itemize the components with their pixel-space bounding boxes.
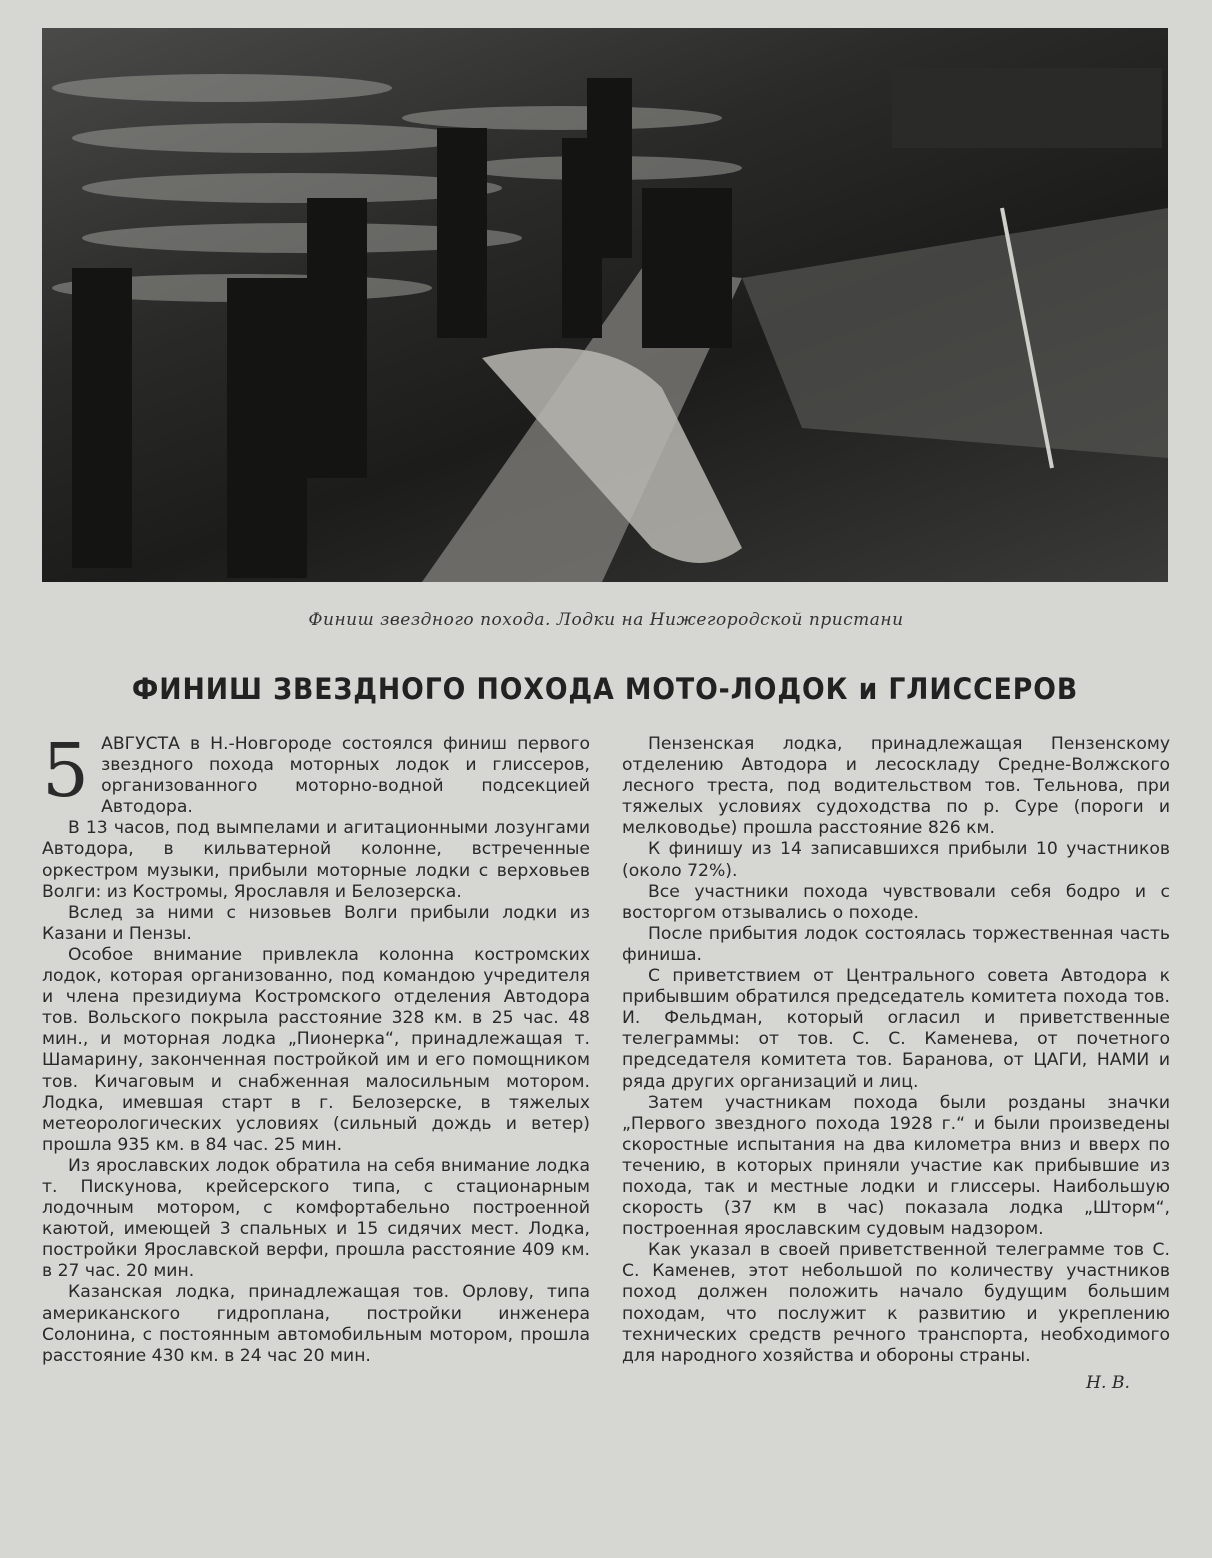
paragraph: Пензенская лодка, принадлежащая Пензенскому отделению Автодора и лесоскладу Средне-Волжского лесного треста, под водительством тов. Тельнова, при тяжелых условиях судоходства по р. Суре (пороги и мелководье) прошла расстояние 826 км. <box>622 734 1170 839</box>
paragraph: С приветствием от Центрального совета Автодора к прибывшим обратился председатель комитета похода тов. И. Фельдман, который огласил и приветственные телеграммы: от тов. С. С. Каменева, от почетного председателя комитета тов. Баранова, от ЦАГИ, НАМИ и ряда других организаций и лиц. <box>622 966 1170 1092</box>
boats-pier-photo <box>42 28 1168 582</box>
article-column-right <box>622 734 1170 1394</box>
paragraph: Затем участникам похода были розданы значки „Первого звездного похода 1928 г.“ и были произведены скоростные испытания на два километра вниз и вверх по течению, в которых приняли участие как прибывшие из похода, так и местные лодки и глиссеры. Наибольшую скорость (37 км в час) показала лодка „Шторм“, построенная ярославским судовым надзором. <box>622 1092 1170 1240</box>
paragraph: К финишу из 14 записавшихся прибыли 10 участников (около 72%). <box>622 839 1170 881</box>
article-photo <box>42 28 1168 582</box>
paragraph: После прибытия лодок состоялась торжественная часть финиша. <box>622 923 1170 965</box>
photo-caption: Финиш звездного похода. Лодки на Нижегородской пристани <box>308 610 904 630</box>
article-title: ФИНИШ ЗВЕЗДНОГО ПОХОДА МОТО-ЛОДОК и ГЛИССЕРОВ <box>131 672 1079 706</box>
paragraph: Особое внимание привлекла колонна костромских лодок, которая организованно, под командою учредителя и члена президиума Костромского отделения Автодора тов. Вольского покрыла расстояние 328 км. в 25 час. 48 мин., и моторная лодка „Пионерка“, принадлежащая т. Шамарину, законченная постройкой им и его помощником тов. Кичаговым и снабженная малосильным мотором. Лодка, имевшая старт в г. Белозерске, в тяжелых метеорологических условиях (сильный дождь и ветер) прошла 935 км. в 84 час. 25 мин. <box>42 944 590 1155</box>
article-column-left <box>42 728 590 1367</box>
paragraph: Казанская лодка, принадлежащая тов. Орлову, типа американского гидроплана, постройки инженера Солонина, с постоянным автомобильным мотором, прошла расстояние 430 км. в 24 час 20 мин. <box>42 1282 590 1366</box>
paragraph: Как указал в своей приветственной телеграмме тов С. С. Каменев, этот небольшой по количеству участников поход должен положить начало будущим большим походам, что послужит к развитию и укреплению технических средств речного транспорта, необходимого для народного хозяйства и обороны страны. <box>622 1240 1170 1366</box>
drop-cap: 5 <box>42 728 90 814</box>
paragraph: Вслед за ними с низовьев Волги прибыли лодки из Казани и Пензы. <box>42 902 590 944</box>
paragraph: Все участники похода чувствовали себя бодро и с восторгом отзывались о походе. <box>622 881 1170 923</box>
paragraph: В 13 часов, под вымпелами и агитационными лозунгами Автодора, в кильватерной колонне, встреченные оркестром музыки, прибыли моторные лодки с верховьев Волги: из Костромы, Ярославля и Белозерска. <box>42 818 590 902</box>
paragraph: АВГУСТА в Н.-Новгороде состоялся финиш первого звездного похода моторных лодок и глиссеров, организованного моторно-водной подсекцией Автодора. <box>101 734 590 818</box>
paragraph: Из ярославских лодок обратила на себя внимание лодка т. Пискунова, крейсерского типа, с стационарным лодочным мотором, с комфортабельно построенной каютой, имеющей 3 спальных и 15 сидячих мест. Лодка, постройки Ярославской верфи, прошла расстояние 409 км. в 27 час. 20 мин. <box>42 1155 590 1282</box>
author-signature: Н. В. <box>1085 1372 1130 1393</box>
